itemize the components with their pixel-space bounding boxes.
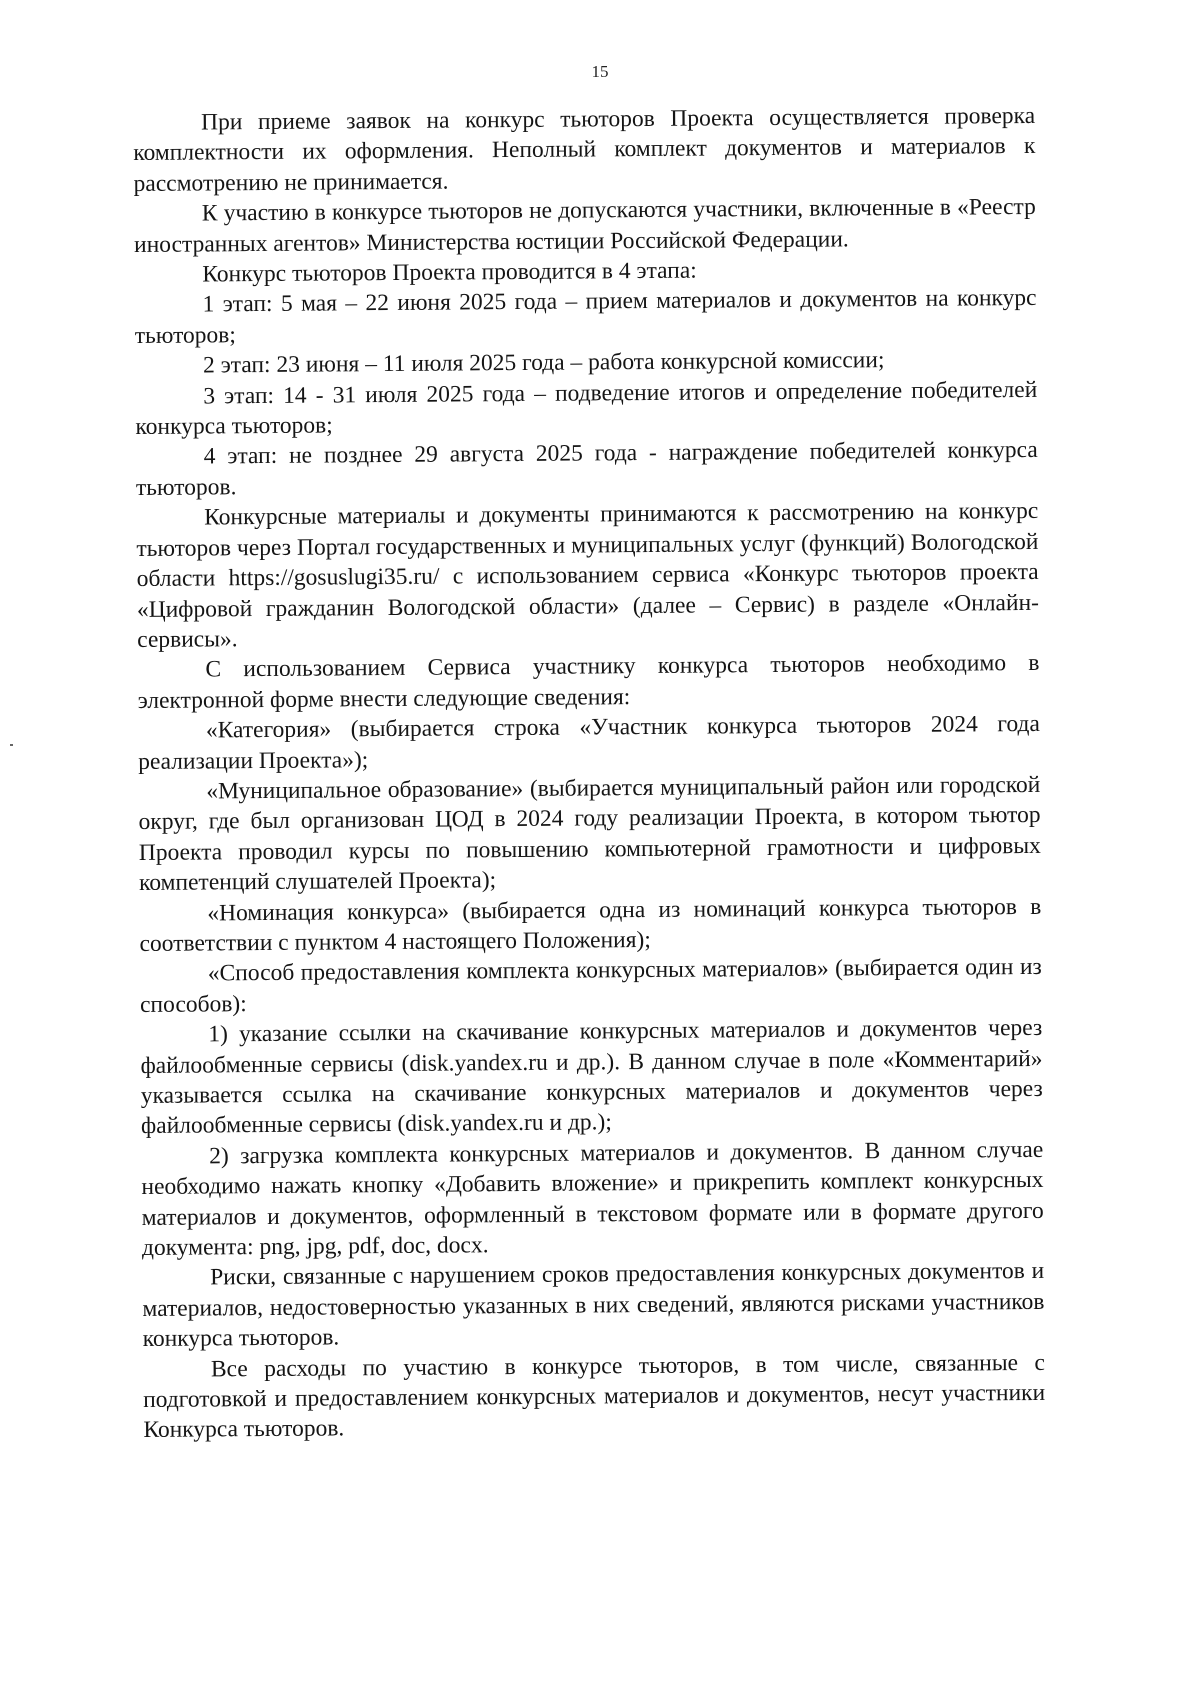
- paragraph-stage-2: 2 этап: 23 июня – 11 июля 2025 года – работа конкурсной комиссии;: [202, 347, 885, 379]
- paragraph-foreign-agents: К участию в конкурсе тьюторов не допускаются участники, включенные в «Реестр иностранных агентов» Министерства юстиции Российской Федерации.: [133, 194, 1036, 258]
- paragraph-delivery-method: «Способ предоставления комплекта конкурсных материалов» (выбирается один из способов):: [139, 954, 1042, 1018]
- paragraph-method-2: 2) загрузка комплекта конкурсных материалов и документов. В данном случае необходимо нажать кнопку «Добавить вложение» и прикрепить комплект конкурсных материалов и документов, оформленный в текстовом формате или в формате другого документа: png, jpg, pdf, doc, docx.: [141, 1136, 1044, 1261]
- paragraph-risks: Риски, связанные с нарушением сроков предоставления конкурсных документов и материалов, недостоверностью указанных в них сведений, являются рисками участников конкурса тьюторов.: [142, 1258, 1045, 1353]
- paragraph-stages-intro: Конкурс тьюторов Проекта проводится в 4 этапа:: [202, 257, 697, 288]
- paragraph-category: «Категория» (выбирается строка «Участник конкурса тьюторов 2024 года реализации Проекта»);: [138, 711, 1040, 775]
- paragraph-submission-portal: Конкурсные материалы и документы принимаются к рассмотрению на конкурс тьюторов через Портал государственных и муниципальных услуг (функций) Вологодской области https://gosuslugi35.ru/ с использованием сервиса «Конкурс тьюторов проекта «Цифровой гражданин Вологодской области» (далее – Сервис) в разделе «Онлайн-сервисы».: [136, 498, 1040, 653]
- paragraph-stage-1: 1 этап: 5 мая – 22 июня 2025 года – прием материалов и документов на конкурс тьюторов;: [134, 285, 1037, 349]
- paragraph-stage-4: 4 этап: не позднее 29 августа 2025 года - награждение победителей конкурса тьюторов.: [135, 437, 1038, 501]
- scan-speck: [10, 744, 13, 746]
- document-body: [133, 101, 1045, 1446]
- paragraph-application-check: При приеме заявок на конкурс тьюторов Проекта осуществляется проверка комплектности их оформления. Неполный комплект документов и материалов к рассмотрению не принимается.: [133, 102, 1036, 197]
- paragraph-nomination: «Номинация конкурса» (выбирается одна из номинаций конкурса тьюторов в соответствии с пунктом 4 настоящего Положения);: [139, 893, 1042, 957]
- page-number: 15: [591, 62, 609, 81]
- paragraph-municipality: «Муниципальное образование» (выбирается муниципальный район или городской округ, где был организован ЦОД в 2024 году реализации Проекта, в котором тьютор Проекта проводил курсы по повышению компьютерной грамотности и цифровых компетенций слушателей Проекта);: [138, 771, 1041, 897]
- paragraph-service-info: С использованием Сервиса участнику конкурса тьюторов необходимо в электронной форме внести следующие сведения:: [137, 650, 1040, 714]
- paragraph-expenses: Все расходы по участию в конкурсе тьюторов, в том числе, связанные с подготовкой и предоставлением конкурсных материалов и документов, несут участники Конкурса тьюторов.: [143, 1349, 1046, 1444]
- paragraph-method-1: 1) указание ссылки на скачивание конкурсных материалов и документов через файлообменные сервисы (disk.yandex.ru и др.). В данном случае в поле «Комментарий» указывается ссылка на скачивание конкурсных материалов и документов через файлообменные сервисы (disk.yandex.ru и др.);: [140, 1015, 1043, 1140]
- paragraph-stage-3: 3 этап: 14 - 31 июля 2025 года – подведение итогов и определение победителей конкурса тьюторов;: [135, 376, 1038, 441]
